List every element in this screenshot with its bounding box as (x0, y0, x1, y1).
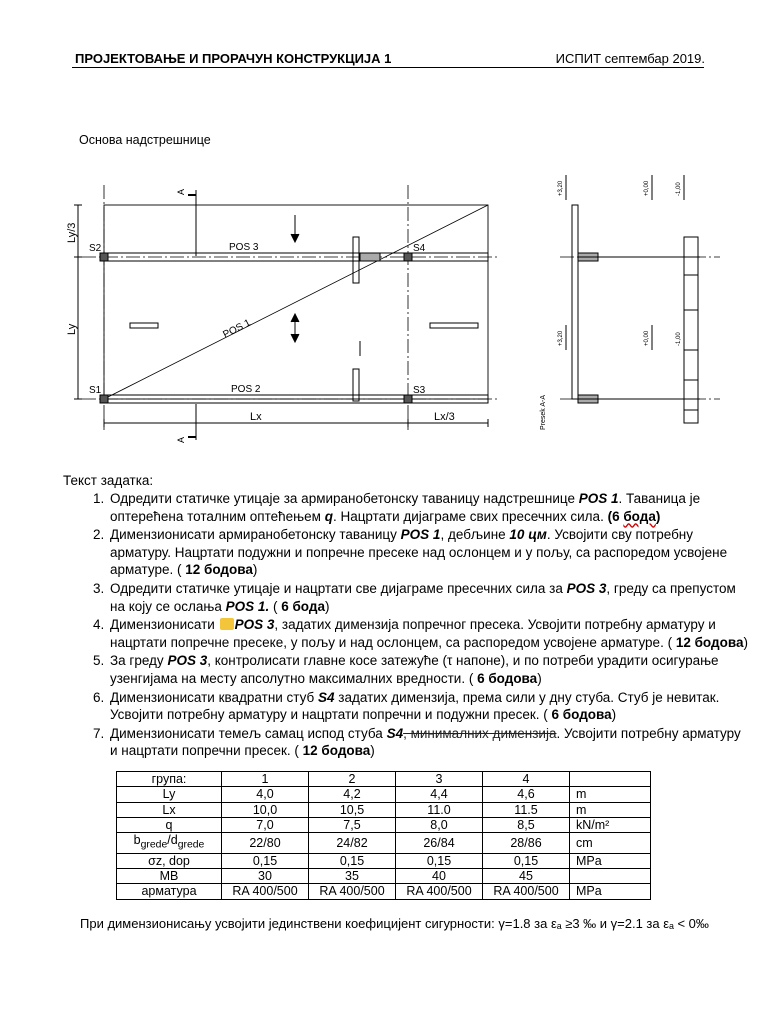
header-rule (72, 67, 704, 68)
header-exam: ИСПИТ септембар 2019. (555, 51, 705, 66)
task-7: 7. Димензионисати темељ самац испод стуба S4, минималних димензија. Усвојити потребну арматуру и нацртати попречни пресек. ( 12 бодова) (108, 725, 748, 760)
label-pos1: POS 1 (221, 317, 253, 341)
task-6: 6. Димензионисати квадратни стуб S4 задатих димензија, према сили у дну стуба. Стуб је невитак. Усвојити потребну арматуру и нацртати попречни и подужни пресек. ( 6 бодова) (108, 689, 748, 724)
label-ly3: Ly/3 (66, 222, 78, 243)
label-a-bottom: A (176, 436, 186, 443)
label-a-top: A (176, 188, 186, 195)
label-lx: Lx (250, 411, 262, 423)
axis-lines (82, 185, 720, 430)
label-section: Presek A-A (540, 394, 547, 430)
level-bot-right: -1,00 (676, 332, 682, 346)
plan-drawing (0, 160, 768, 460)
label-pos2: POS 2 (231, 384, 261, 395)
label-ly: Ly (66, 323, 78, 335)
table-row: арматура RA 400/500 RA 400/500 RA 400/500 RA 400/500 MPa (117, 884, 651, 899)
label-s4: S4 (413, 243, 426, 254)
label-s1: S1 (89, 385, 102, 396)
label-s3: S3 (413, 385, 426, 396)
level-bot-left: +3,20 (558, 330, 564, 346)
table-row: $b_{grede}/d_{grede}$ 22/80 24/82 26/84 28/86 cm (117, 833, 651, 854)
task-4: 4. Димензионисати POS 3, задатих димензија попречног пресека. Усвојити потребну арматуру и нацртати попречне пресеке, у пољу и над ослонцем, са распоредом усвојене арматуре. ( 12 бодова) (108, 616, 748, 651)
level-top-left: +3,20 (558, 180, 564, 196)
task-2: 2. Димензионисати армиранобетонску таваницу POS 1, дебљине 10 цм. Усвојити сву потребну арматуру. Нацртати подужни и попречне пресеке над ослонцем и у пољу, са распоредом усвојене арматуре. ( 12 бодова) (108, 526, 748, 579)
table-row: Ly 4,0 4,2 4,4 4,6 m (117, 787, 651, 802)
table-row: MB 30 35 40 45 (117, 868, 651, 883)
drawing-title: Основа надстрешнице (79, 133, 211, 147)
level-top-mid: +0,00 (644, 180, 650, 196)
footer-note: При димензионисању усвојити јединствени коефицијент сигурности: γ=1.8 за εₐ ≥3 ‰ и γ=2.1 за εₐ < 0‰ (80, 916, 709, 931)
parameters-table (116, 771, 651, 900)
task-1: 1. Одредити статичке утицаје за армиранобетонску таваницу надстрешнице POS 1. Таваница је оптерећена тоталним оптећењем q. Нацртати дијаграме свих пресечних сила. (6 бода) (108, 490, 748, 525)
tasks-heading: Текст задатка: (63, 473, 154, 488)
task-list (80, 490, 748, 761)
task-5: 5. За греду POS 3, контролисати главне косе затежуће (τ напоне), и по потреби урадити осигурање узенгијама на месту апсолутно максималних вредности. ( 6 бодова) (108, 652, 748, 687)
header-title: ПРОЈЕКТОВАЊЕ И ПРОРАЧУН КОНСТРУКЦИЈА 1 (75, 51, 392, 66)
table-row: σz, dop 0,15 0,15 0,15 0,15 MPa (117, 853, 651, 868)
table-row: Lx 10,0 10,5 11.0 11.5 m (117, 802, 651, 817)
level-bot-mid: +0,00 (644, 330, 650, 346)
label-lx3: Lx/3 (434, 411, 455, 423)
table-row: q 7,0 7,5 8,0 8,5 kN/m² (117, 817, 651, 832)
label-pos3: POS 3 (229, 242, 259, 253)
level-top-right: -1,00 (676, 182, 682, 196)
label-s2: S2 (89, 243, 102, 254)
task-3: 3. Одредити статичке утицаје и нацртати све дијаграме пресечних сила за POS 3, греду са препустом на коју се ослања POS 1. ( 6 бода) (108, 580, 748, 615)
comment-icon[interactable] (220, 618, 234, 630)
table-header-row: група: 1 2 3 4 (117, 772, 651, 787)
